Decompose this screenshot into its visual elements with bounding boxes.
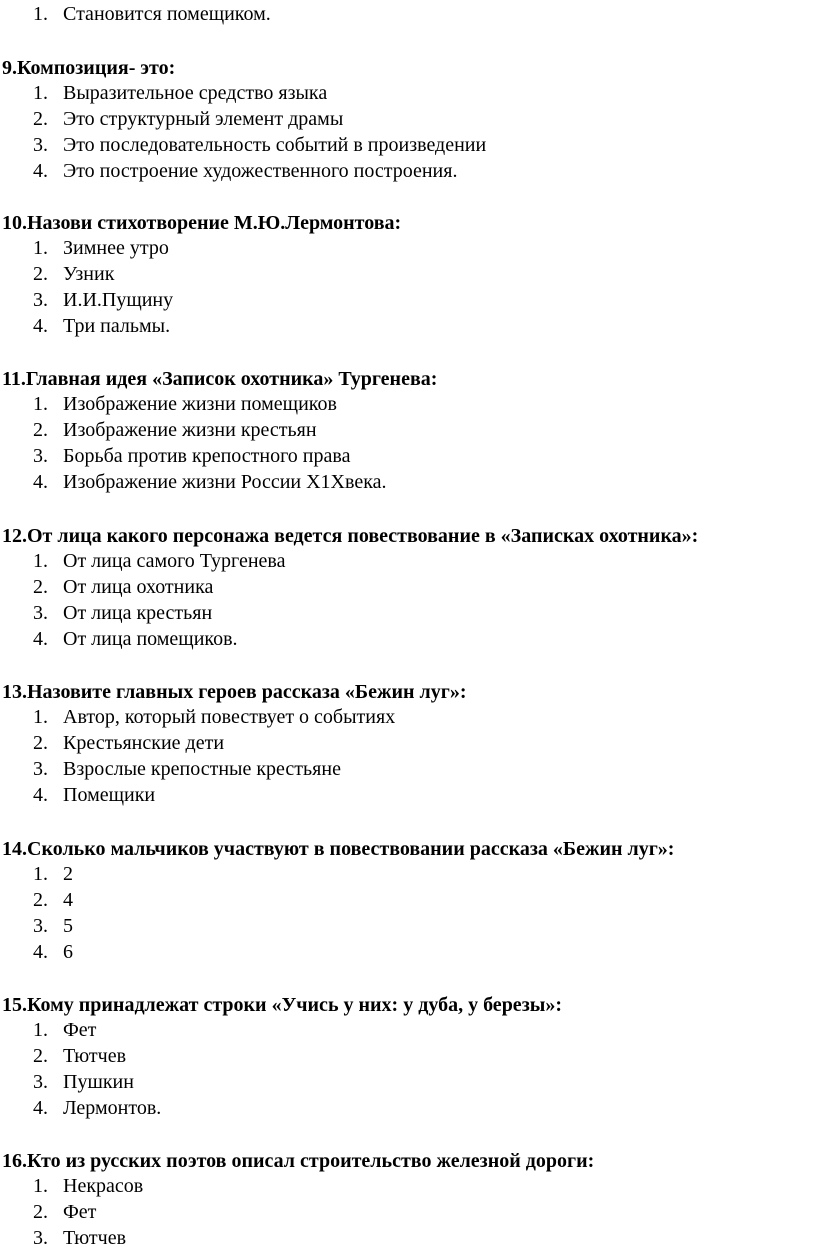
option-number: 3. — [33, 1071, 48, 1093]
option-text: Автор, который повествует о событиях — [63, 706, 396, 728]
question-title: 11.Главная идея «Записок охотника» Тургенева: — [2, 368, 438, 390]
option-number: 2. — [33, 889, 48, 911]
option-text: Лермонтов. — [63, 1097, 162, 1119]
question-title: 12.От лица какого персонажа ведется повествование в «Записках охотника»: — [2, 525, 699, 547]
option-text: Некрасов — [63, 1175, 144, 1197]
option-item — [33, 1017, 96, 1043]
option-text: Это структурный элемент драмы — [63, 108, 344, 130]
option-item — [33, 132, 486, 158]
option-text: 5 — [63, 915, 73, 937]
option-item — [33, 730, 224, 756]
option-number: 3. — [33, 1227, 48, 1249]
option-item — [33, 1225, 126, 1251]
option-number: 1. — [33, 863, 48, 885]
option-number: 2. — [33, 419, 48, 441]
option-item — [33, 704, 395, 730]
question-title: 10.Назови стихотворение М.Ю.Лермонтова: — [2, 212, 402, 234]
option-item — [33, 443, 350, 469]
option-item — [33, 756, 341, 782]
option-item — [33, 80, 327, 106]
option-number: 3. — [33, 758, 48, 780]
option-item — [33, 261, 114, 287]
option-text: Это последовательность событий в произведении — [63, 134, 487, 156]
option-text: 2 — [63, 863, 73, 885]
option-text: Взрослые крепостные крестьяне — [63, 758, 341, 780]
option-text: Пушкин — [63, 1071, 134, 1093]
option-number: 2. — [33, 576, 48, 598]
option-text: Становится помещиком. — [63, 3, 271, 25]
option-number: 3. — [33, 915, 48, 937]
option-text: Изображение жизни помещиков — [63, 393, 337, 415]
option-item — [33, 574, 213, 600]
option-text: Изображение жизни России Х1Хвека. — [63, 471, 387, 493]
option-item — [33, 782, 155, 808]
option-text: 6 — [63, 941, 73, 963]
option-item — [33, 287, 173, 313]
option-text: Тютчев — [63, 1227, 127, 1249]
option-text: Тютчев — [63, 1045, 127, 1067]
option-number: 1. — [33, 1175, 48, 1197]
option-item — [33, 313, 170, 339]
option-text: Борьба против крепостного права — [63, 445, 351, 467]
option-item — [33, 469, 387, 495]
option-text: И.И.Пущину — [63, 289, 174, 311]
question-title: 13.Назовите главных героев рассказа «Бежин луг»: — [2, 681, 467, 703]
option-item — [33, 1069, 134, 1095]
option-item — [33, 1043, 126, 1069]
option-number: 1. — [33, 1019, 48, 1041]
option-item — [33, 861, 73, 887]
option-number: 2. — [33, 1045, 48, 1067]
option-item — [33, 600, 212, 626]
option-item — [33, 235, 169, 261]
option-number: 2. — [33, 108, 48, 130]
option-number: 1. — [33, 3, 48, 25]
option-number: 1. — [33, 237, 48, 259]
option-item — [33, 913, 73, 939]
option-number: 4. — [33, 160, 48, 182]
option-text: Крестьянские дети — [63, 732, 225, 754]
option-item — [33, 887, 73, 913]
option-item — [33, 1, 271, 27]
option-text: От лица помещиков. — [63, 628, 238, 650]
option-number: 3. — [33, 134, 48, 156]
option-item — [33, 548, 285, 574]
option-text: Зимнее утро — [63, 237, 169, 259]
option-text: От лица самого Тургенева — [63, 550, 286, 572]
question-title: 14.Сколько мальчиков участвуют в повествовании рассказа «Бежин луг»: — [2, 838, 675, 860]
option-item — [33, 417, 317, 443]
option-number: 4. — [33, 784, 48, 806]
option-item — [33, 1095, 161, 1121]
option-item — [33, 626, 238, 652]
option-number: 1. — [33, 393, 48, 415]
option-item — [33, 1199, 96, 1225]
option-number: 2. — [33, 263, 48, 285]
option-number: 2. — [33, 732, 48, 754]
option-number: 4. — [33, 628, 48, 650]
option-item — [33, 391, 337, 417]
option-text: От лица охотника — [63, 576, 214, 598]
option-text: Фет — [63, 1201, 97, 1223]
option-item — [33, 1173, 143, 1199]
option-number: 4. — [33, 471, 48, 493]
option-item — [33, 106, 343, 132]
option-number: 1. — [33, 550, 48, 572]
question-title: 9.Композиция- это: — [2, 57, 176, 79]
option-number: 3. — [33, 289, 48, 311]
option-number: 2. — [33, 1201, 48, 1223]
option-text: 4 — [63, 889, 73, 911]
option-text: Узник — [63, 263, 115, 285]
option-number: 3. — [33, 602, 48, 624]
option-text: Это построение художественного построения. — [63, 160, 458, 182]
option-item — [33, 158, 457, 184]
option-number: 3. — [33, 445, 48, 467]
option-number: 4. — [33, 941, 48, 963]
option-text: Выразительное средство языка — [63, 82, 328, 104]
option-text: Помещики — [63, 784, 156, 806]
option-item — [33, 939, 73, 965]
question-title: 15.Кому принадлежат строки «Учись у них: у дуба, у березы»: — [2, 994, 562, 1016]
option-number: 4. — [33, 315, 48, 337]
option-text: От лица крестьян — [63, 602, 213, 624]
question-title: 16.Кто из русских поэтов описал строительство железной дороги: — [2, 1150, 595, 1172]
option-text: Фет — [63, 1019, 97, 1041]
option-text: Изображение жизни крестьян — [63, 419, 317, 441]
option-number: 4. — [33, 1097, 48, 1119]
option-number: 1. — [33, 82, 48, 104]
option-text: Три пальмы. — [63, 315, 171, 337]
option-number: 1. — [33, 706, 48, 728]
